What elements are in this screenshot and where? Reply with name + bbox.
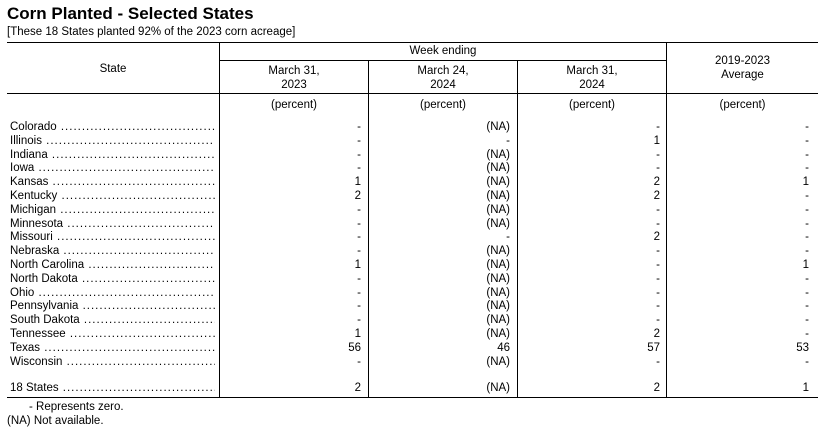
- state-name: Colorado .....: [10, 120, 215, 134]
- total-cell: (NA): [486, 382, 510, 394]
- table-cell: (NA): [486, 355, 510, 368]
- table-row: [0, 134, 827, 148]
- table-cell: -: [357, 355, 361, 368]
- table-cell: (NA): [486, 328, 510, 340]
- table-row: [0, 203, 827, 217]
- table-cell: 1: [354, 176, 361, 189]
- table-cell: -: [656, 355, 660, 368]
- unit-label: (percent): [419, 99, 467, 111]
- table-top-rule: [7, 42, 818, 43]
- table-cell: -: [357, 148, 361, 161]
- table-cell: -: [805, 231, 809, 244]
- state-name: Pennsylvania .....: [10, 299, 215, 313]
- table-cell: 1: [802, 176, 809, 189]
- table-cell: 56: [348, 341, 361, 354]
- table-cell: 1: [802, 259, 809, 271]
- table-cell: 1: [354, 259, 361, 271]
- table-cell: 1: [354, 328, 361, 340]
- total-row-label: 18 States .....: [10, 381, 215, 395]
- table-cell: -: [805, 245, 809, 258]
- table-cell: 57: [647, 341, 660, 354]
- table-cell: (NA): [486, 314, 510, 327]
- table-cell: -: [805, 134, 809, 147]
- table-cell: 1: [653, 134, 660, 147]
- table-cell: -: [805, 314, 809, 327]
- state-name: Indiana .....: [10, 148, 215, 162]
- table-cell: -: [357, 314, 361, 327]
- table-cell: 53: [796, 341, 809, 354]
- state-name: Texas .....: [10, 341, 215, 355]
- header-col3-line2: 2024: [579, 79, 605, 91]
- state-name: Minnesota .....: [10, 217, 215, 231]
- table-row: [0, 189, 827, 203]
- table-cell: -: [656, 300, 660, 313]
- header-col1-line1: March 31,: [268, 65, 320, 77]
- table-row: [0, 161, 827, 175]
- table-cell: -: [506, 231, 510, 244]
- table-row: [0, 148, 827, 162]
- table-cell: -: [357, 245, 361, 258]
- table-cell: -: [656, 245, 660, 258]
- table-cell: -: [805, 162, 809, 175]
- table-cell: -: [506, 134, 510, 147]
- state-name: North Carolina .....: [10, 258, 215, 272]
- header-col4-line1: 2019-2023: [715, 55, 770, 67]
- table-cell: -: [357, 231, 361, 244]
- table-cell: -: [357, 121, 361, 133]
- table-bottom-rule: [7, 397, 818, 398]
- table-row: [0, 313, 827, 327]
- header-col2-line2: 2024: [430, 79, 456, 91]
- table-cell: (NA): [486, 217, 510, 230]
- week-ending-rule: [220, 60, 666, 61]
- state-name: North Dakota .....: [10, 272, 215, 286]
- table-cell: -: [805, 328, 809, 340]
- table-cell: (NA): [486, 300, 510, 313]
- table-row: [0, 230, 827, 244]
- state-name: Kentucky .....: [10, 189, 215, 203]
- table-row: [0, 244, 827, 258]
- state-name: Ohio .....: [10, 286, 215, 300]
- state-name: Kansas .....: [10, 175, 215, 189]
- state-name: Wisconsin .....: [10, 355, 215, 369]
- header-col2: [369, 64, 517, 92]
- table-cell: 2: [653, 190, 660, 202]
- table-cell: -: [357, 217, 361, 230]
- header-state: State: [99, 63, 127, 75]
- header-col2-line1: March 24,: [417, 65, 469, 77]
- table-cell: (NA): [486, 245, 510, 258]
- table-cell: 2: [653, 328, 660, 340]
- unit-label: (percent): [719, 99, 766, 111]
- table-row: [0, 272, 827, 286]
- state-name: Tennessee .....: [10, 327, 215, 341]
- table-cell: (NA): [486, 286, 510, 299]
- table-cell: -: [656, 148, 660, 161]
- unit-label: (percent): [568, 99, 616, 111]
- header-col3: [518, 64, 666, 92]
- total-cell: 2: [354, 382, 361, 394]
- table-cell: 2: [354, 190, 361, 202]
- table-row: [0, 355, 827, 369]
- header-bottom-rule: [7, 93, 818, 94]
- table-row: [0, 341, 827, 355]
- unit-label: (percent): [270, 99, 318, 111]
- table-cell: -: [357, 203, 361, 216]
- table-row: [0, 217, 827, 231]
- state-name: South Dakota .....: [10, 313, 215, 327]
- header-col1: [220, 64, 368, 92]
- table-cell: -: [805, 121, 809, 133]
- table-cell: -: [656, 217, 660, 230]
- table-cell: -: [656, 314, 660, 327]
- total-row: [0, 381, 827, 395]
- table-cell: (NA): [486, 203, 510, 216]
- table-cell: (NA): [486, 176, 510, 189]
- header-col1-line2: 2023: [281, 79, 307, 91]
- table-cell: -: [357, 300, 361, 313]
- state-name: Nebraska .....: [10, 244, 215, 258]
- table-cell: (NA): [486, 190, 510, 202]
- table-cell: (NA): [486, 121, 510, 133]
- state-name: Michigan .....: [10, 203, 215, 217]
- table-row: [0, 299, 827, 313]
- table-row: [0, 286, 827, 300]
- table-cell: -: [805, 203, 809, 216]
- table-cell: -: [357, 286, 361, 299]
- table-cell: (NA): [486, 162, 510, 175]
- table-row: [0, 120, 827, 134]
- header-col3-line1: March 31,: [566, 65, 618, 77]
- total-cell: 2: [653, 382, 660, 394]
- table-cell: (NA): [486, 148, 510, 161]
- table-cell: -: [656, 203, 660, 216]
- table-cell: -: [357, 134, 361, 147]
- footnote-na: (NA) Not available.: [7, 415, 104, 427]
- table-row: [0, 258, 827, 272]
- table-cell: -: [656, 259, 660, 271]
- table-cell: 2: [653, 176, 660, 189]
- header-col4: [667, 54, 818, 82]
- table-cell: (NA): [486, 272, 510, 285]
- table-cell: -: [656, 121, 660, 133]
- state-name: Iowa .....: [10, 161, 215, 175]
- table-cell: -: [805, 148, 809, 161]
- table-row: [0, 175, 827, 189]
- table-cell: -: [656, 286, 660, 299]
- table-cell: -: [805, 300, 809, 313]
- table-cell: -: [805, 217, 809, 230]
- header-week-ending: Week ending: [409, 45, 477, 57]
- footnote-zero: - Represents zero.: [29, 401, 124, 413]
- table-cell: -: [357, 272, 361, 285]
- table-cell: (NA): [486, 259, 510, 271]
- state-name: Missouri .....: [10, 230, 215, 244]
- total-cell: 1: [802, 382, 809, 394]
- table-row: [0, 327, 827, 341]
- table-cell: -: [805, 286, 809, 299]
- table-cell: -: [357, 162, 361, 175]
- page-subtitle: [These 18 States planted 92% of the 2023 corn acreage]: [7, 26, 296, 38]
- header-col4-line2: Average: [721, 69, 764, 81]
- table-cell: -: [805, 272, 809, 285]
- table-cell: -: [656, 272, 660, 285]
- table-cell: -: [805, 190, 809, 202]
- state-name: Illinois .....: [10, 134, 215, 148]
- page-title: Corn Planted - Selected States: [7, 4, 254, 23]
- table-cell: 2: [653, 231, 660, 244]
- table-cell: 46: [497, 341, 510, 354]
- table-cell: -: [656, 162, 660, 175]
- table-cell: -: [805, 355, 809, 368]
